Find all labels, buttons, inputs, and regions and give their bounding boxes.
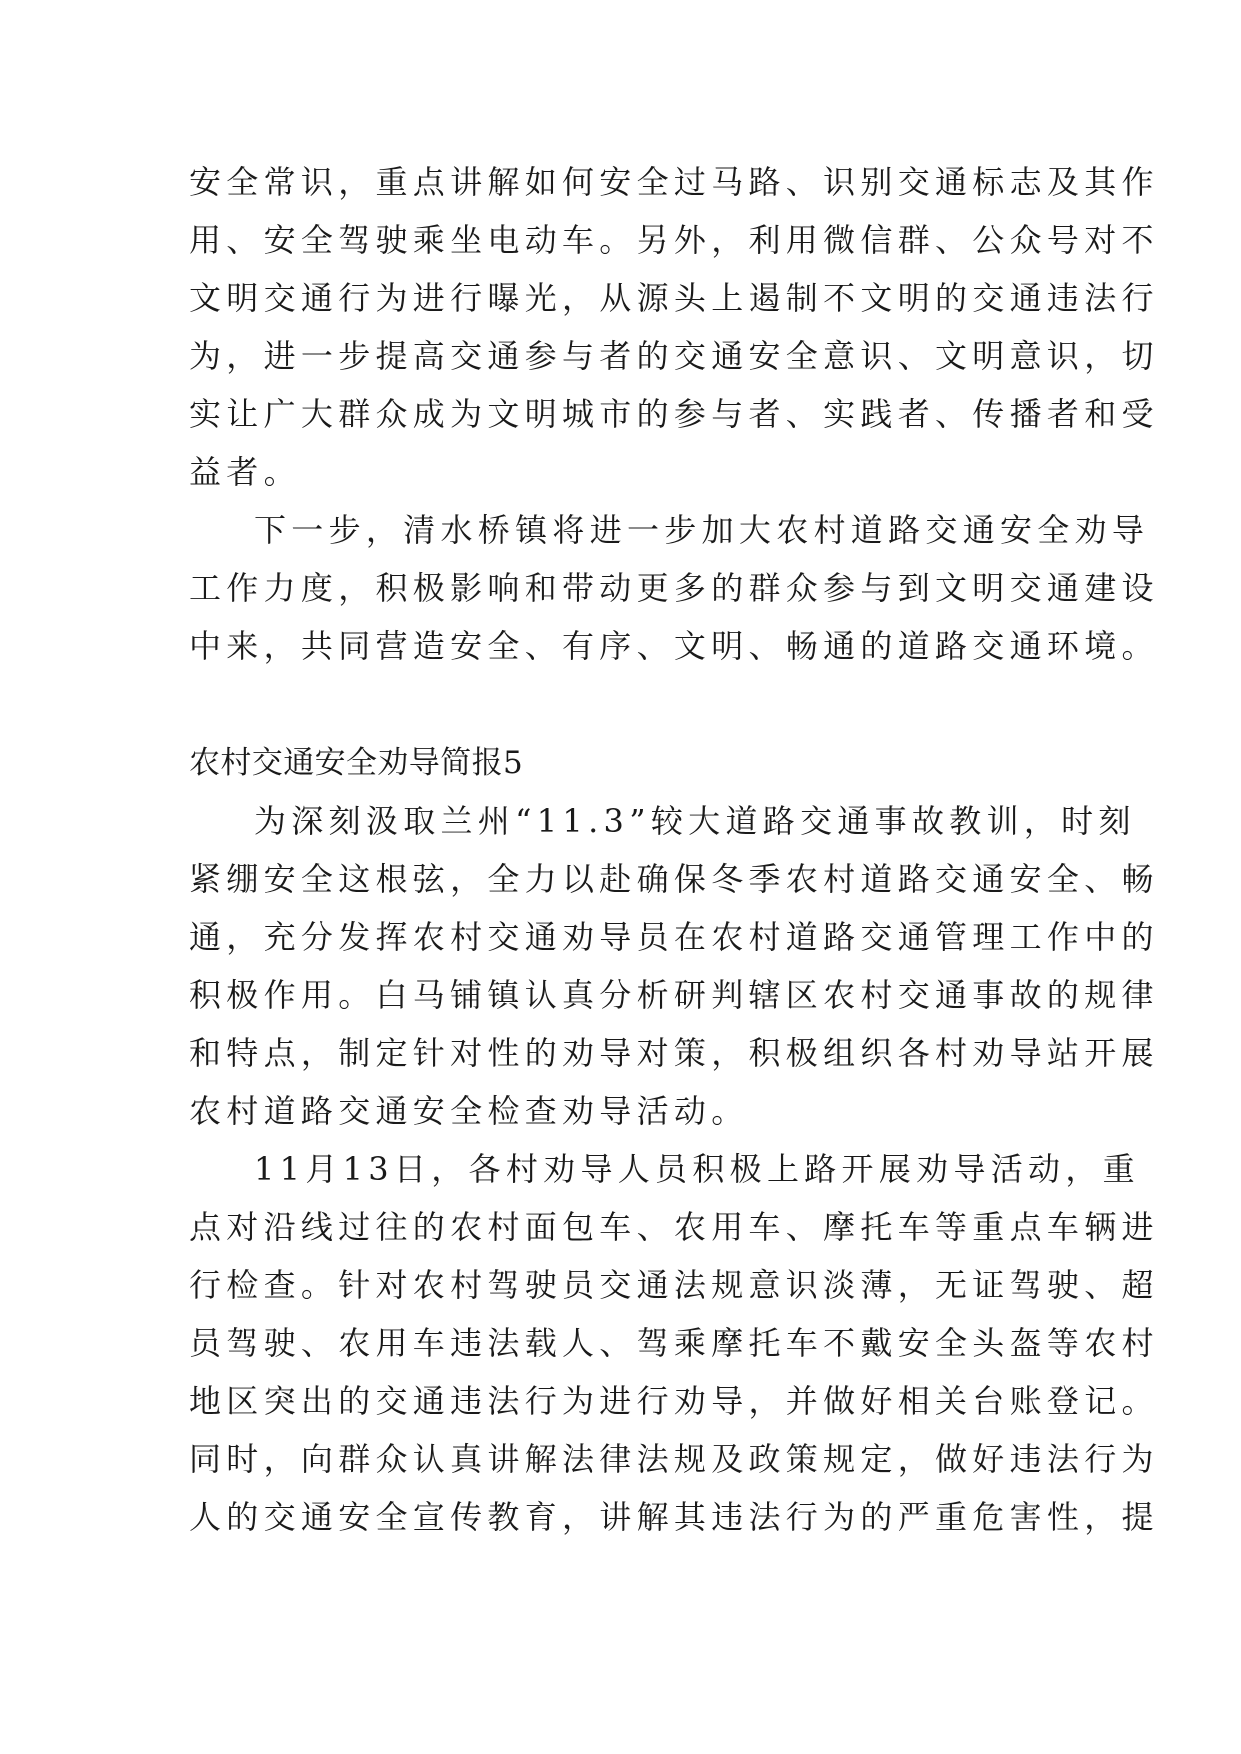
- paragraph-line: 紧绷安全这根弦，全力以赴确保冬季农村道路交通安全、畅: [189, 860, 1159, 898]
- paragraph-line: 用、安全驾驶乘坐电动车。另外，利用微信群、公众号对不: [189, 221, 1159, 259]
- paragraph-line: 地区突出的交通违法行为进行劝导，并做好相关台账登记。: [189, 1382, 1159, 1420]
- paragraph-line: 同时，向群众认真讲解法律法规及政策规定，做好违法行为: [189, 1440, 1159, 1478]
- paragraph-line: 行检查。针对农村驾驶员交通法规意识淡薄，无证驾驶、超: [189, 1266, 1159, 1304]
- paragraph-line: 安全常识，重点讲解如何安全过马路、识别交通标志及其作: [189, 163, 1159, 201]
- paragraph-line: 益者。: [189, 453, 301, 491]
- paragraph-line: 农村道路交通安全检查劝导活动。: [189, 1092, 749, 1130]
- paragraph-line: 点对沿线过往的农村面包车、农用车、摩托车等重点车辆进: [189, 1208, 1159, 1246]
- paragraph-line: 文明交通行为进行曝光，从源头上遏制不文明的交通违法行: [189, 279, 1159, 317]
- paragraph-line: 和特点，制定针对性的劝导对策，积极组织各村劝导站开展: [189, 1034, 1159, 1072]
- paragraph-line: 中来，共同营造安全、有序、文明、畅通的道路交通环境。: [189, 627, 1159, 665]
- section-heading: 农村交通安全劝导简报5: [189, 745, 524, 781]
- paragraph-line: 工作力度，积极影响和带动更多的群众参与到文明交通建设: [189, 569, 1159, 607]
- paragraph-line: 人的交通安全宣传教育，讲解其违法行为的严重危害性，提: [189, 1498, 1159, 1536]
- paragraph-line: 11月13日，各村劝导人员积极上路开展劝导活动，重: [254, 1150, 1140, 1188]
- paragraph-line: 为深刻汲取兰州“11.3”较大道路交通事故教训，时刻: [254, 802, 1136, 840]
- paragraph-line: 通，充分发挥农村交通劝导员在农村道路交通管理工作中的: [189, 918, 1159, 956]
- paragraph-line: 为，进一步提高交通参与者的交通安全意识、文明意识，切: [189, 337, 1159, 375]
- paragraph-line: 实让广大群众成为文明城市的参与者、实践者、传播者和受: [189, 395, 1159, 433]
- paragraph-line: 员驾驶、农用车违法载人、驾乘摩托车不戴安全头盔等农村: [189, 1324, 1159, 1362]
- paragraph-line: 积极作用。白马铺镇认真分析研判辖区农村交通事故的规律: [189, 976, 1159, 1014]
- paragraph-line: 下一步，清水桥镇将进一步加大农村道路交通安全劝导: [254, 511, 1150, 549]
